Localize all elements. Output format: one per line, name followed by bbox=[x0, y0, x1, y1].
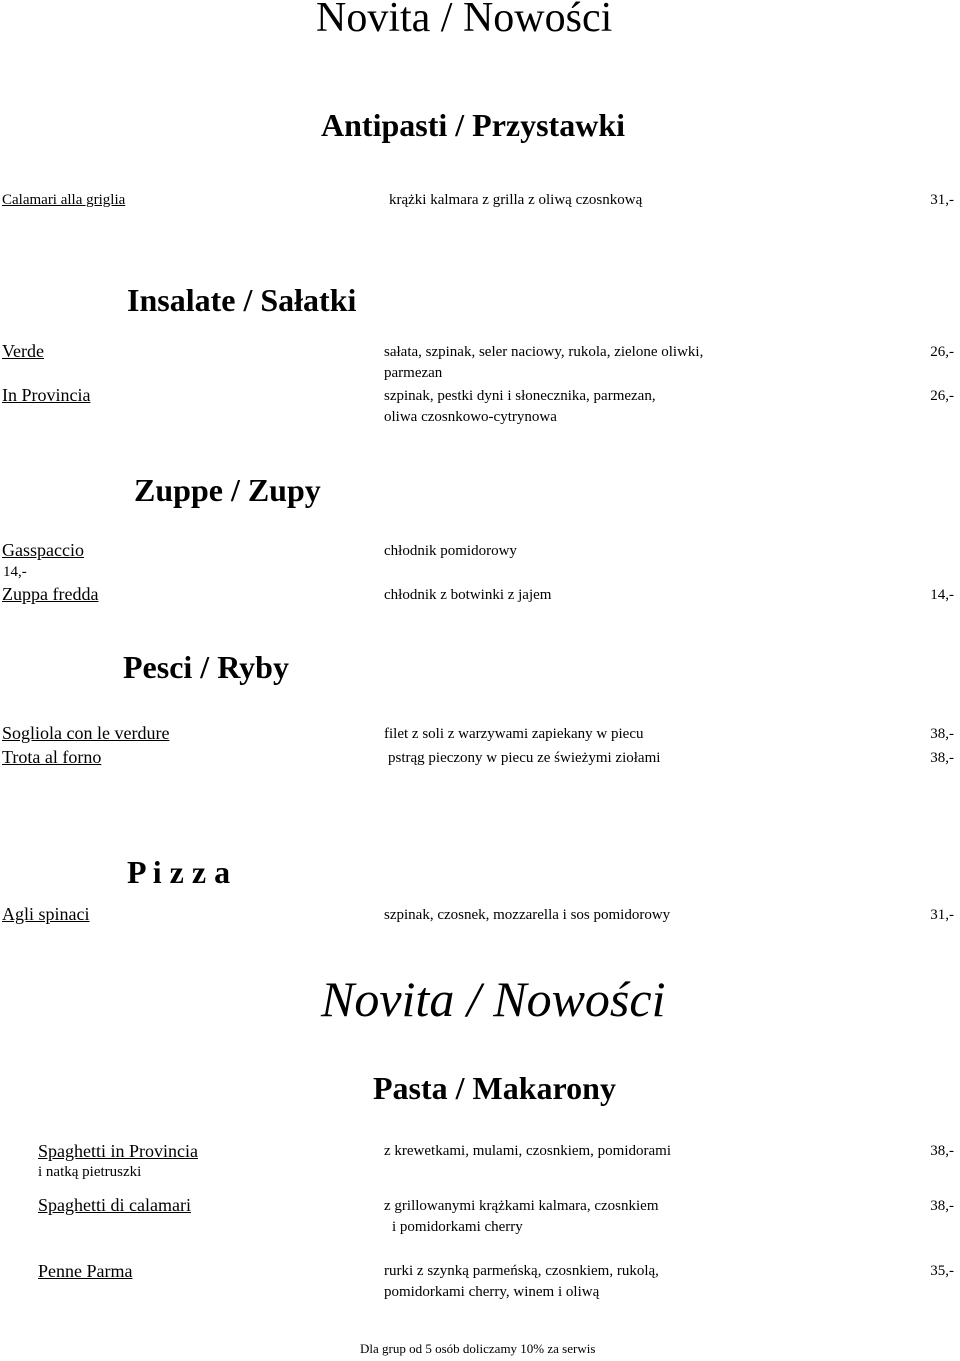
item-description-cont: i pomidorkami cherry bbox=[392, 1219, 523, 1235]
novita-heading: Novita / Nowości bbox=[321, 971, 666, 1027]
item-name: Agli spinaci bbox=[2, 904, 90, 924]
item-name-cont: i natką pietruszki bbox=[38, 1164, 142, 1180]
item-price: 26,- bbox=[930, 344, 954, 360]
item-name: Spaghetti in Provincia bbox=[38, 1141, 198, 1161]
item-name: Sogliola con le verdure bbox=[2, 723, 170, 743]
item-description: sałata, szpinak, seler naciowy, rukola, zielone oliwki, bbox=[384, 344, 704, 360]
section-heading-antipasti: Antipasti / Przystawki bbox=[321, 107, 625, 143]
item-description: pstrąg pieczony w piecu ze świeżymi ziołami bbox=[388, 750, 661, 766]
item-name: Penne Parma bbox=[38, 1261, 133, 1281]
item-price: 38,- bbox=[930, 726, 954, 742]
item-description-cont: parmezan bbox=[384, 365, 443, 381]
item-price: 38,- bbox=[930, 750, 954, 766]
item-description: szpinak, pestki dyni i słonecznika, parmezan, bbox=[384, 388, 656, 404]
item-name: In Provincia bbox=[2, 385, 91, 405]
item-description: szpinak, czosnek, mozzarella i sos pomidorowy bbox=[384, 907, 671, 923]
item-price: 38,- bbox=[930, 1198, 954, 1214]
section-heading-insalate: Insalate / Sałatki bbox=[127, 282, 357, 318]
item-description-cont: oliwa czosnkowo-cytrynowa bbox=[384, 409, 557, 425]
item-description: z grillowanymi krążkami kalmara, czosnkiem bbox=[384, 1198, 659, 1214]
item-price: 31,- bbox=[930, 192, 954, 208]
item-price: 38,- bbox=[930, 1143, 954, 1159]
section-heading-pasta: Pasta / Makarony bbox=[373, 1070, 616, 1106]
item-price: 14,- bbox=[3, 564, 27, 580]
item-price: 35,- bbox=[930, 1263, 954, 1279]
item-description: rurki z szynką parmeńską, czosnkiem, rukolą, bbox=[384, 1263, 659, 1279]
section-heading-pesci: Pesci / Ryby bbox=[123, 649, 289, 685]
item-price: 14,- bbox=[930, 587, 954, 603]
item-description: z krewetkami, mulami, czosnkiem, pomidorami bbox=[384, 1143, 672, 1159]
item-description: filet z soli z warzywami zapiekany w piecu bbox=[384, 726, 644, 742]
item-name: Calamari alla griglia bbox=[2, 192, 126, 208]
item-description: chłodnik z botwinki z jajem bbox=[384, 587, 552, 603]
section-heading-pizza: P i z z a bbox=[127, 854, 231, 890]
item-name: Gasspaccio bbox=[2, 540, 84, 560]
item-name: Spaghetti di calamari bbox=[38, 1195, 191, 1215]
item-name: Zuppa fredda bbox=[2, 584, 99, 604]
page-title: Novita / Nowości bbox=[316, 0, 613, 41]
item-price: 26,- bbox=[930, 388, 954, 404]
item-description: krążki kalmara z grilla z oliwą czosnkową bbox=[389, 192, 643, 208]
item-description-cont: pomidorkami cherry, winem i oliwą bbox=[384, 1284, 600, 1300]
item-name: Trota al forno bbox=[2, 747, 102, 767]
service-charge-note: Dla grup od 5 osób doliczamy 10% za serwis bbox=[360, 1341, 596, 1356]
item-name: Verde bbox=[2, 341, 44, 361]
item-description: chłodnik pomidorowy bbox=[384, 543, 517, 559]
section-heading-zuppe: Zuppe / Zupy bbox=[134, 472, 321, 508]
item-price: 31,- bbox=[930, 907, 954, 923]
